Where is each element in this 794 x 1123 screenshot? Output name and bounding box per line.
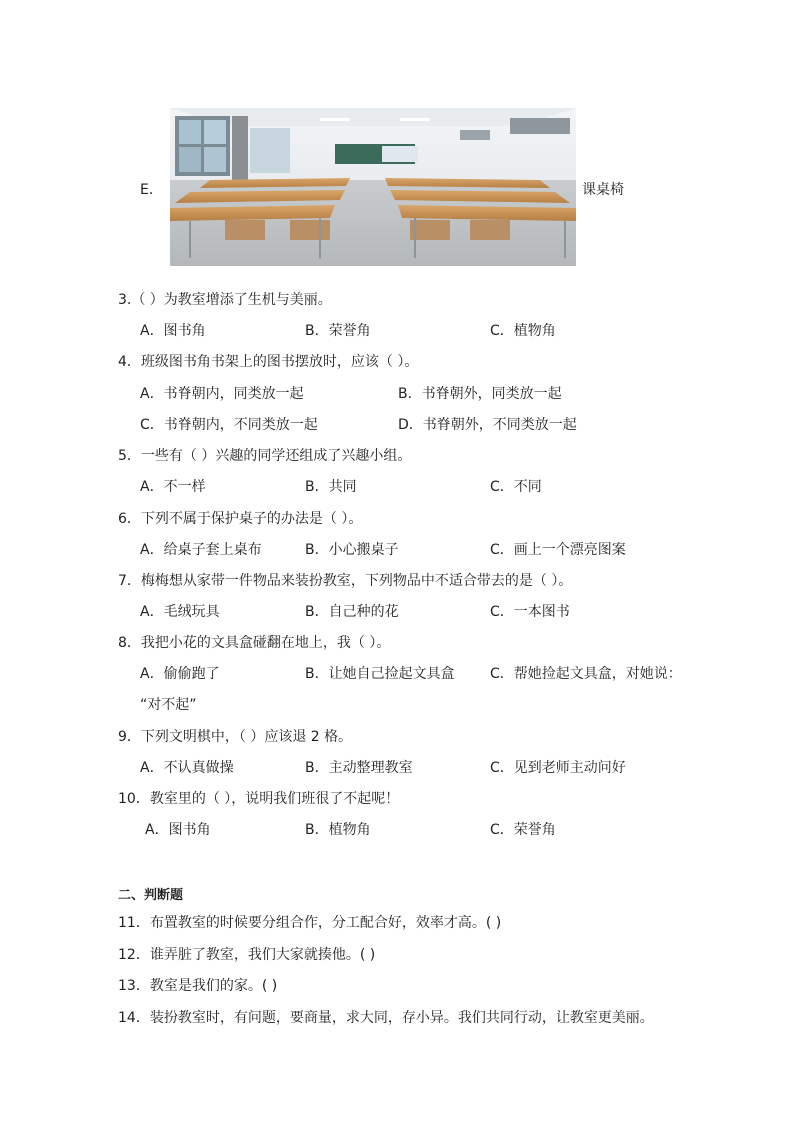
- question-10-option-a: A．图书角: [145, 822, 211, 838]
- question-7-option-c: C．一本图书: [490, 604, 570, 620]
- question-5-option-b: B．共同: [305, 479, 357, 495]
- question-10-stem: 10．教室里的（ ），说明我们班很了不起呢！: [118, 791, 400, 807]
- question-3-stem: 3.（ ）为教室增添了生机与美丽。: [118, 292, 332, 308]
- question-7-option-b: B．自己种的花: [305, 604, 399, 620]
- question-12: 12．谁弄脏了教室，我们大家就揍他。( ): [118, 947, 376, 963]
- question-4-option-a: A．书脊朝内，同类放一起: [140, 386, 304, 402]
- section-2-title: 二、判断题: [118, 888, 184, 903]
- question-14: 14．装扮教室时，有问题，要商量，求大同，存小异。我们共同行动，让教室更美丽。: [118, 1010, 654, 1026]
- question-6-option-b: B．小心搬桌子: [305, 542, 399, 558]
- question-9-stem: 9．下列文明棋中，（ ）应该退 2 格。: [118, 729, 353, 745]
- question-8-option-c-continuation: “对不起”: [140, 697, 197, 713]
- question-7-option-a: A．毛绒玩具: [140, 604, 220, 620]
- question-9-option-c: C．见到老师主动问好: [490, 760, 626, 776]
- question-5-option-c: C．不同: [490, 479, 542, 495]
- question-3-option-a: A．图书角: [140, 323, 206, 339]
- question-6-option-c: C．画上一个漂亮图案: [490, 542, 626, 558]
- option-e-caption: 课桌椅: [582, 182, 624, 198]
- question-13: 13．教室是我们的家。( ): [118, 978, 278, 994]
- question-9-option-b: B．主动整理教室: [305, 760, 413, 776]
- question-10-option-b: B．植物角: [305, 822, 371, 838]
- question-8-option-c: C．帮她捡起文具盒，对她说：: [490, 666, 682, 682]
- classroom-photo: [170, 108, 576, 266]
- question-3-option-c: C．植物角: [490, 323, 556, 339]
- question-4-option-c: C．书脊朝内，不同类放一起: [140, 417, 318, 433]
- question-8-option-b: B．让她自己捡起文具盒: [305, 666, 455, 682]
- question-11: 11．布置教室的时候要分组合作，分工配合好，效率才高。( ): [118, 915, 502, 931]
- question-6-option-a: A．给桌子套上桌布: [140, 542, 262, 558]
- question-5-option-a: A．不一样: [140, 479, 206, 495]
- question-8-option-a: A．偷偷跑了: [140, 666, 220, 682]
- question-6-stem: 6．下列不属于保护桌子的办法是（ ）。: [118, 511, 363, 527]
- question-4-stem: 4．班级图书角书架上的图书摆放时，应该（ ）。: [118, 354, 419, 370]
- question-10-option-c: C．荣誉角: [490, 822, 556, 838]
- option-e-letter: E．: [140, 182, 163, 198]
- question-7-stem: 7．梅梅想从家带一件物品来装扮教室，下列物品中不适合带去的是（ ）。: [118, 573, 573, 589]
- question-3-option-b: B．荣誉角: [305, 323, 371, 339]
- question-4-option-d: D．书脊朝外，不同类放一起: [398, 417, 577, 433]
- question-5-stem: 5．一些有（ ）兴趣的同学还组成了兴趣小组。: [118, 448, 412, 464]
- question-9-option-a: A．不认真做操: [140, 760, 234, 776]
- question-4-option-b: B．书脊朝外，同类放一起: [398, 386, 562, 402]
- question-8-stem: 8．我把小花的文具盒碰翻在地上，我（ ）。: [118, 635, 391, 651]
